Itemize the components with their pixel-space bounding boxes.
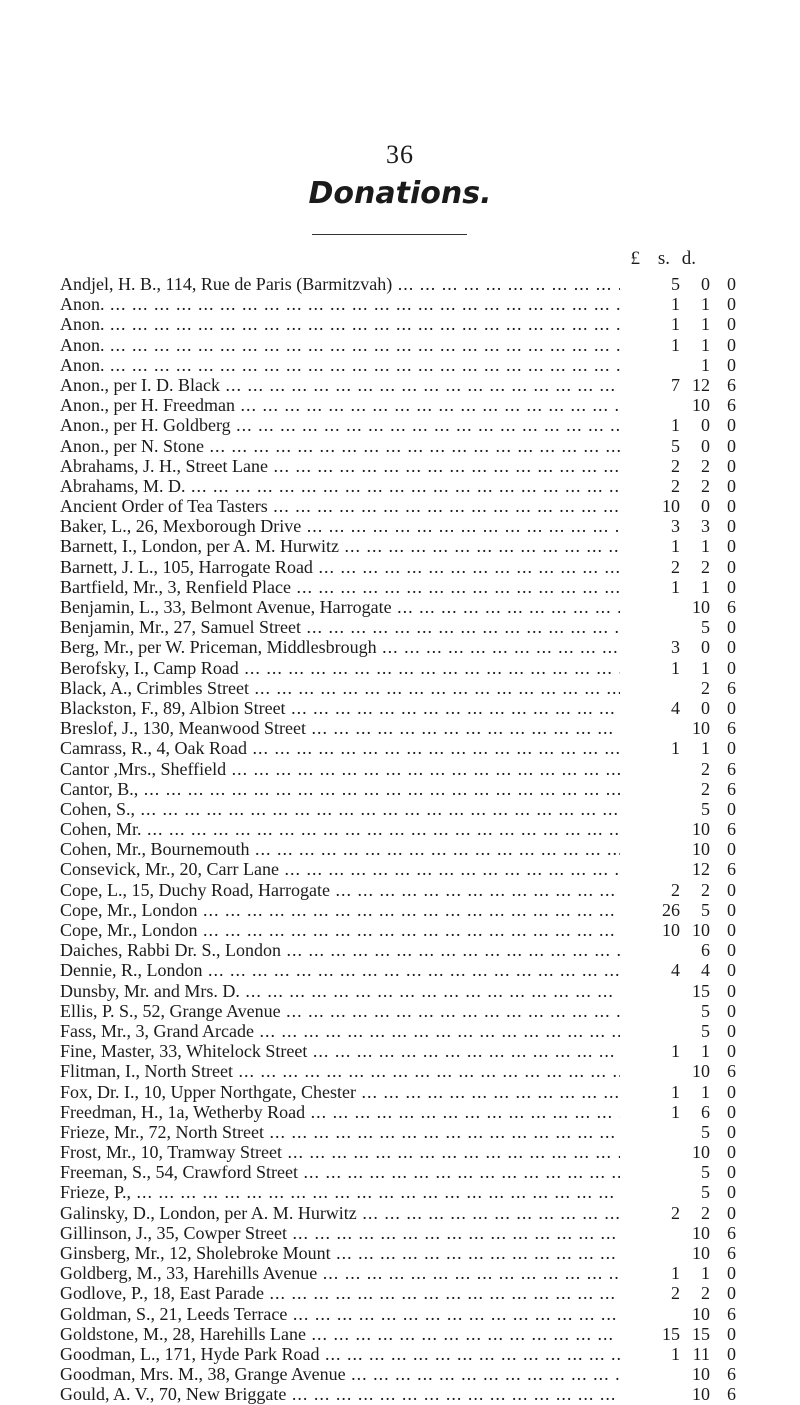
amount-pounds: 26	[662, 899, 680, 920]
amount-pence: 0	[727, 839, 736, 860]
donor-name: Cope, L., 15, Duchy Road, Harrogate ... .	[60, 880, 620, 900]
list-item	[60, 859, 750, 879]
page-number: 36	[386, 140, 414, 169]
donor-name: Frieze, P., ... .	[60, 1182, 620, 1202]
donor-name: Freeman, S., 54, Crawford Street ... .	[60, 1162, 620, 1182]
list-item	[60, 1203, 750, 1223]
amount-pence: 0	[727, 435, 736, 456]
amount-shillings: 1	[701, 354, 710, 375]
amount-pence: 0	[727, 274, 736, 294]
amount-pounds: 2	[671, 556, 680, 577]
amount-pounds: 1	[671, 415, 680, 436]
donor-name: Baker, L., 26, Mexborough Drive ... .	[60, 516, 620, 536]
amount-pence: 0	[727, 576, 736, 597]
donor-name: Cope, Mr., London ... .	[60, 900, 620, 920]
donor-name: Daiches, Rabbi Dr. S., London ... .	[60, 940, 620, 960]
heading-rule	[312, 234, 467, 235]
amount-pounds: 1	[671, 657, 680, 678]
amount-shillings: 10	[692, 1061, 710, 1082]
donor-name: Cope, Mr., London ... .	[60, 920, 620, 940]
amount-shillings: 0	[701, 415, 710, 436]
list-item	[60, 1082, 750, 1102]
amount-shillings: 0	[701, 435, 710, 456]
list-item	[60, 496, 750, 516]
list-item	[60, 395, 750, 415]
amount-shillings: 10	[692, 597, 710, 617]
amount-pounds: 3	[671, 516, 680, 537]
donor-name: Cohen, Mr., Bournemouth ... .	[60, 839, 620, 859]
amount-shillings: 2	[701, 1202, 710, 1223]
amount-pence: 0	[727, 1101, 736, 1122]
list-item	[60, 1283, 750, 1303]
donor-name: Freedman, H., 1a, Wetherby Road ... .	[60, 1102, 620, 1122]
amount-shillings: 15	[692, 1323, 710, 1344]
pounds-column-header: £	[630, 248, 640, 269]
list-item	[60, 597, 750, 617]
donor-name: Anon., per H. Goldberg ... .	[60, 415, 620, 435]
donor-name: Fox, Dr. I., 10, Upper Northgate, Chester ... .	[60, 1082, 620, 1102]
list-item	[60, 1001, 750, 1021]
amount-shillings: 10	[692, 1303, 710, 1324]
amount-pence: 6	[727, 1222, 736, 1243]
donor-name: Godlove, P., 18, East Parade ... .	[60, 1283, 620, 1303]
amount-pence: 0	[727, 657, 736, 678]
donor-name: Goldstone, M., 28, Harehills Lane ... .	[60, 1324, 620, 1344]
donor-name: Galinsky, D., London, per A. M. Hurwitz ... .	[60, 1203, 620, 1223]
donor-name: Benjamin, Mr., 27, Samuel Street ... .	[60, 617, 620, 637]
list-item	[60, 799, 750, 819]
amount-shillings: 0	[701, 697, 710, 718]
amount-pence: 0	[727, 940, 736, 961]
list-item	[60, 819, 750, 839]
list-item	[60, 335, 750, 355]
amount-pounds: 2	[671, 475, 680, 496]
amount-shillings: 2	[701, 758, 710, 779]
amount-shillings: 5	[701, 617, 710, 638]
donor-name: Abrahams, J. H., Street Lane ... .	[60, 456, 620, 476]
donor-name: Dennie, R., London ... .	[60, 960, 620, 980]
list-item	[60, 314, 750, 334]
amount-pence: 0	[727, 415, 736, 436]
amount-pence: 0	[727, 1162, 736, 1183]
amount-pence: 0	[727, 455, 736, 476]
amount-shillings: 5	[701, 1121, 710, 1142]
donor-name: Frieze, Mr., 72, North Street ... .	[60, 1122, 620, 1142]
amount-pence: 6	[727, 677, 736, 698]
amount-shillings: 12	[692, 374, 710, 395]
list-item	[60, 839, 750, 859]
amount-pence: 0	[727, 960, 736, 981]
list-item	[60, 1102, 750, 1122]
column-headers	[600, 248, 740, 272]
list-item	[60, 1223, 750, 1243]
amount-shillings: 0	[701, 496, 710, 517]
list-item	[60, 1324, 750, 1344]
amount-pence: 0	[727, 475, 736, 496]
list-item	[60, 516, 750, 536]
list-item	[60, 274, 750, 294]
amount-shillings: 1	[701, 314, 710, 335]
list-item	[60, 1142, 750, 1162]
amount-pence: 0	[727, 617, 736, 638]
list-item	[60, 557, 750, 577]
amount-pence: 0	[727, 556, 736, 577]
amount-shillings: 15	[692, 980, 710, 1001]
list-item	[60, 1182, 750, 1202]
list-item	[60, 1041, 750, 1061]
donor-name: Berg, Mr., per W. Priceman, Middlesbrough ... .	[60, 637, 620, 657]
amount-shillings: 0	[701, 637, 710, 658]
amount-pence: 0	[727, 294, 736, 315]
list-item	[60, 1243, 750, 1263]
amount-pence: 6	[727, 597, 736, 617]
amount-pence: 6	[727, 1303, 736, 1324]
donor-name: Anon. ... .	[60, 294, 620, 314]
donor-name: Cantor, B., ... .	[60, 779, 620, 799]
list-item	[60, 577, 750, 597]
amount-pounds: 1	[671, 334, 680, 355]
donor-name: Ginsberg, Mr., 12, Sholebroke Mount ... .	[60, 1243, 620, 1263]
list-item	[60, 436, 750, 456]
list-item	[60, 1344, 750, 1364]
amount-shillings: 2	[701, 677, 710, 698]
donor-name: Goodman, Mrs. M., 38, Grange Avenue ... .	[60, 1364, 620, 1384]
pence-column-header: d.	[681, 248, 696, 269]
donor-name: Frost, Mr., 10, Tramway Street ... .	[60, 1142, 620, 1162]
amount-pence: 6	[727, 1061, 736, 1082]
amount-pence: 0	[727, 1142, 736, 1163]
list-item	[60, 637, 750, 657]
amount-pence: 0	[727, 1323, 736, 1344]
amount-pence: 6	[727, 778, 736, 799]
amount-pence: 0	[727, 1263, 736, 1284]
amount-shillings: 5	[701, 1162, 710, 1183]
donor-name: Ancient Order of Tea Tasters ... .	[60, 496, 620, 516]
donor-name: Camrass, R., 4, Oak Road ... .	[60, 738, 620, 758]
amount-pounds: 2	[671, 1202, 680, 1223]
list-item	[60, 536, 750, 556]
amount-pence: 0	[727, 1121, 736, 1142]
list-item	[60, 1122, 750, 1142]
amount-pounds: 3	[671, 637, 680, 658]
amount-shillings: 10	[692, 819, 710, 840]
amount-pence: 0	[727, 1000, 736, 1021]
donor-name: Bartfield, Mr., 3, Renfield Place ... .	[60, 577, 620, 597]
amount-shillings: 2	[701, 1283, 710, 1304]
amount-shillings: 1	[701, 536, 710, 557]
amount-shillings: 10	[692, 1384, 710, 1405]
donor-name: Consevick, Mr., 20, Carr Lane ... .	[60, 859, 620, 879]
amount-shillings: 10	[692, 1142, 710, 1163]
amount-pence: 0	[727, 314, 736, 335]
donor-name: Breslof, J., 130, Meanwood Street ... .	[60, 718, 620, 738]
amount-pounds: 1	[671, 1081, 680, 1102]
amount-pounds: 1	[671, 314, 680, 335]
list-item	[60, 880, 750, 900]
amount-pence: 6	[727, 718, 736, 739]
amount-shillings: 2	[701, 879, 710, 900]
donor-name: Berofsky, I., Camp Road ... .	[60, 658, 620, 678]
amount-pounds: 2	[671, 1283, 680, 1304]
amount-shillings: 10	[692, 1364, 710, 1385]
amount-shillings: 1	[701, 576, 710, 597]
amount-pence: 6	[727, 1364, 736, 1385]
amount-shillings: 1	[701, 334, 710, 355]
list-item	[60, 678, 750, 698]
list-item	[60, 759, 750, 779]
donor-name: Goodman, L., 171, Hyde Park Road ... .	[60, 1344, 620, 1364]
amount-pence: 0	[727, 516, 736, 537]
amount-pence: 6	[727, 1243, 736, 1263]
list-item	[60, 940, 750, 960]
donations-list	[60, 274, 750, 1405]
list-item	[60, 456, 750, 476]
amount-pounds: 1	[671, 294, 680, 315]
amount-pounds: 1	[671, 1343, 680, 1364]
donor-name: Barnett, J. L., 105, Harrogate Road ... .	[60, 557, 620, 577]
amount-shillings: 1	[701, 657, 710, 678]
amount-pence: 6	[727, 758, 736, 779]
donor-name: Benjamin, L., 33, Belmont Avenue, Harrogate ... .	[60, 597, 620, 617]
amount-pounds: 15	[662, 1323, 680, 1344]
donor-name: Ellis, P. S., 52, Grange Avenue ... .	[60, 1001, 620, 1021]
amount-pence: 0	[727, 1041, 736, 1062]
list-item	[60, 658, 750, 678]
list-item	[60, 1263, 750, 1283]
amount-pence: 0	[727, 496, 736, 517]
amount-shillings: 1	[701, 1081, 710, 1102]
donor-name: Dunsby, Mr. and Mrs. D. ... .	[60, 981, 620, 1001]
amount-pence: 0	[727, 1202, 736, 1223]
amount-pounds: 1	[671, 738, 680, 759]
amount-pounds: 2	[671, 455, 680, 476]
donor-name: Abrahams, M. D. ... .	[60, 476, 620, 496]
list-item	[60, 1304, 750, 1324]
amount-shillings: 11	[692, 1343, 710, 1364]
donor-name: Anon., per N. Stone ... .	[60, 436, 620, 456]
amount-pounds: 1	[671, 1041, 680, 1062]
list-item	[60, 738, 750, 758]
list-item	[60, 1162, 750, 1182]
amount-pence: 0	[727, 354, 736, 375]
donor-name: Goldman, S., 21, Leeds Terrace ... .	[60, 1304, 620, 1324]
donor-name: Flitman, I., North Street ... .	[60, 1061, 620, 1081]
amount-shillings: 6	[701, 1101, 710, 1122]
amount-shillings: 2	[701, 475, 710, 496]
shillings-column-header: s.	[657, 248, 670, 269]
list-item	[60, 1021, 750, 1041]
amount-pounds: 2	[671, 879, 680, 900]
amount-pounds: 7	[671, 374, 680, 395]
amount-shillings: 5	[701, 1000, 710, 1021]
donor-name: Barnett, I., London, per A. M. Hurwitz ... .	[60, 536, 620, 556]
amount-pence: 6	[727, 395, 736, 416]
amount-pence: 0	[727, 980, 736, 1001]
amount-pence: 0	[727, 697, 736, 718]
amount-shillings: 10	[692, 1243, 710, 1263]
list-item	[60, 355, 750, 375]
amount-pence: 0	[727, 879, 736, 900]
amount-shillings: 10	[692, 920, 710, 940]
donor-name: Anon. ... .	[60, 314, 620, 334]
amount-pence: 0	[727, 899, 736, 920]
list-item	[60, 900, 750, 920]
donor-name: Anon., per H. Freedman ... .	[60, 395, 620, 415]
list-item	[60, 294, 750, 314]
donor-name: Blackston, F., 89, Albion Street ... .	[60, 698, 620, 718]
amount-pounds: 5	[671, 435, 680, 456]
amount-shillings: 10	[692, 718, 710, 739]
amount-pounds: 4	[671, 960, 680, 981]
donor-name: Anon. ... .	[60, 355, 620, 375]
list-item	[60, 981, 750, 1001]
list-item	[60, 1061, 750, 1081]
donor-name: Black, A., Crimbles Street ... .	[60, 678, 620, 698]
list-item	[60, 476, 750, 496]
list-item	[60, 779, 750, 799]
amount-shillings: 10	[692, 1222, 710, 1243]
amount-pence: 0	[727, 920, 736, 940]
donor-name: Gould, A. V., 70, New Briggate ... .	[60, 1384, 620, 1404]
donor-name: Fine, Master, 33, Whitelock Street ... .	[60, 1041, 620, 1061]
amount-pence: 6	[727, 859, 736, 880]
list-item	[60, 415, 750, 435]
list-item	[60, 617, 750, 637]
list-item	[60, 920, 750, 940]
donor-name: Anon. ... .	[60, 335, 620, 355]
amount-pence: 6	[727, 1384, 736, 1405]
amount-shillings: 2	[701, 556, 710, 577]
amount-pence: 0	[727, 738, 736, 759]
amount-pence: 0	[727, 637, 736, 658]
amount-shillings: 6	[701, 940, 710, 961]
amount-pence: 0	[727, 798, 736, 819]
page-heading: Donations.	[308, 176, 492, 211]
amount-pounds: 1	[671, 1101, 680, 1122]
amount-shillings: 1	[701, 738, 710, 759]
amount-shillings: 0	[701, 274, 710, 294]
amount-shillings: 5	[701, 899, 710, 920]
amount-pence: 0	[727, 1283, 736, 1304]
list-item	[60, 375, 750, 395]
amount-pounds: 1	[671, 576, 680, 597]
donor-name: Cohen, S., ... .	[60, 799, 620, 819]
amount-shillings: 5	[701, 1182, 710, 1203]
donor-name: Gillinson, J., 35, Cowper Street ... .	[60, 1223, 620, 1243]
amount-shillings: 2	[701, 455, 710, 476]
amount-pounds: 1	[671, 536, 680, 557]
amount-shillings: 5	[701, 1020, 710, 1041]
amount-pence: 0	[727, 536, 736, 557]
donor-name: Andjel, H. B., 114, Rue de Paris (Barmitzvah) ... .	[60, 274, 620, 294]
amount-shillings: 10	[692, 395, 710, 416]
amount-shillings: 3	[701, 516, 710, 537]
amount-pence: 6	[727, 374, 736, 395]
list-item	[60, 718, 750, 738]
donor-name: Anon., per I. D. Black ... .	[60, 375, 620, 395]
list-item	[60, 698, 750, 718]
amount-shillings: 10	[692, 839, 710, 860]
donor-name: Cohen, Mr. ... .	[60, 819, 620, 839]
list-item	[60, 1364, 750, 1384]
amount-shillings: 1	[701, 1041, 710, 1062]
amount-pence: 0	[727, 1081, 736, 1102]
amount-shillings: 5	[701, 798, 710, 819]
amount-pounds: 5	[671, 274, 680, 294]
amount-pence: 0	[727, 1020, 736, 1041]
amount-shillings: 1	[701, 1263, 710, 1284]
amount-pounds: 4	[671, 697, 680, 718]
donor-name: Goldberg, M., 33, Harehills Avenue ... .	[60, 1263, 620, 1283]
amount-pounds: 10	[662, 920, 680, 940]
amount-pence: 0	[727, 334, 736, 355]
list-item	[60, 960, 750, 980]
amount-pounds: 1	[671, 1263, 680, 1284]
donor-name: Fass, Mr., 3, Grand Arcade ... .	[60, 1021, 620, 1041]
amount-pounds: 10	[662, 496, 680, 517]
amount-pence: 6	[727, 819, 736, 840]
donor-name: Cantor ,Mrs., Sheffield ... .	[60, 759, 620, 779]
amount-shillings: 12	[692, 859, 710, 880]
amount-pence: 0	[727, 1182, 736, 1203]
list-item	[60, 1384, 750, 1404]
amount-pence: 0	[727, 1343, 736, 1364]
amount-shillings: 4	[701, 960, 710, 981]
amount-shillings: 2	[701, 778, 710, 799]
amount-shillings: 1	[701, 294, 710, 315]
